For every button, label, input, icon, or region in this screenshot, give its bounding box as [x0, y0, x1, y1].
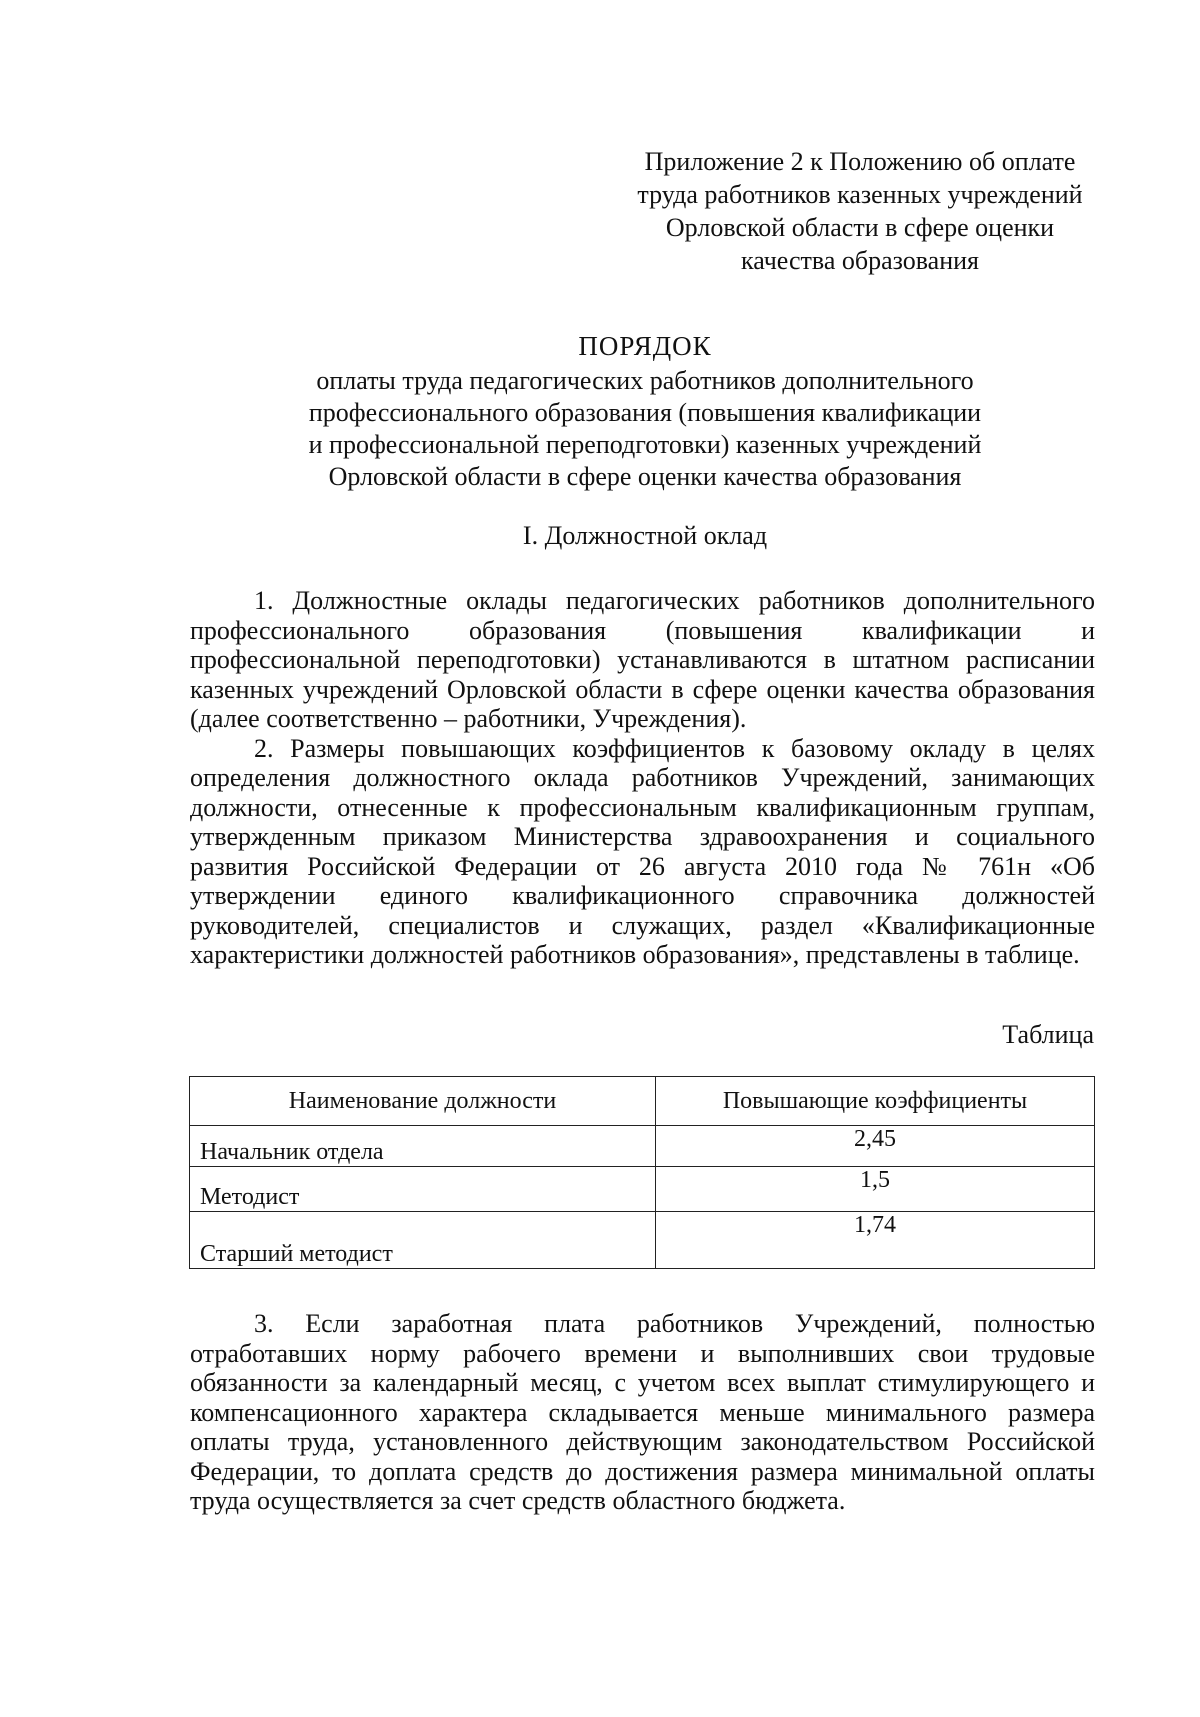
document-title: ПОРЯДОК [578, 331, 712, 361]
table-row [190, 1126, 1095, 1167]
coefficient-cell: 2,45 [656, 1126, 1095, 1167]
body-text-top [190, 586, 1095, 970]
paragraph-3: 3. Если заработная плата работников Учреждений, полностью отработавших норму рабочего времени и выполнивших свои трудовые обязанности за календарный месяц, с учетом всех выплат стимулирующего и компенсационного характера складывается меньше минимального размера оплаты труда, установленного действующим законодательством Российской Федерации, то доплата средств до достижения размера минимальной оплаты труда осуществляется за счет средств областного бюджета. [190, 1309, 1095, 1515]
appendix-note-line: Орловской области в сфере оценки [665, 213, 1055, 242]
document-subtitle [250, 365, 1040, 493]
appendix-note [610, 145, 1110, 277]
position-cell: Старший методист [190, 1212, 656, 1269]
section-heading: I. Должностной оклад [522, 521, 768, 550]
paragraph-2: 2. Размеры повышающих коэффициентов к базовому окладу в целях определения должностного оклада работников Учреждений, занимающих должности, отнесенные к профессиональным квалификационным группам, утвержденным приказом Министерства здравоохранения и социального развития Российской Федерации от 26 августа 2010 года № 761н «Об утверждении единого квалификационного справочника должностей руководителей, специалистов и служащих, раздел «Квалификационные характеристики должностей работников образования», представлены в таблице. [190, 733, 1095, 969]
table-row [190, 1212, 1095, 1269]
position-cell: Начальник отдела [190, 1126, 656, 1167]
table-caption: Таблица [1002, 1020, 1094, 1049]
body-text-bottom [190, 1309, 1095, 1516]
table-row [190, 1167, 1095, 1212]
appendix-note-line: качества образования [740, 246, 980, 275]
subtitle-line: оплаты труда педагогических работников дополнительного [316, 366, 974, 395]
coefficient-cell: 1,74 [656, 1212, 1095, 1269]
subtitle-line: профессионального образования (повышения квалификации [308, 398, 982, 427]
subtitle-line: и профессиональной переподготовки) казенных учреждений [308, 430, 982, 459]
coefficient-cell: 1,5 [656, 1167, 1095, 1212]
subtitle-line: Орловской области в сфере оценки качества образования [328, 462, 962, 491]
coefficients-table [189, 1076, 1095, 1269]
column-header-position: Наименование должности [190, 1077, 656, 1126]
column-header-coefficient: Повышающие коэффициенты [656, 1077, 1095, 1126]
paragraph-1: 1. Должностные оклады педагогических работников дополнительного профессионального образования (повышения квалификации и профессиональной переподготовки) устанавливаются в штатном расписании казенных учреждений Орловской области в сфере оценки качества образования (далее соответственно – работники, Учреждения). [190, 586, 1095, 733]
appendix-note-line: Приложение 2 к Положению об оплате [644, 147, 1076, 176]
table-header-row [190, 1077, 1095, 1126]
appendix-note-line: труда работников казенных учреждений [637, 180, 1083, 209]
position-cell: Методист [190, 1167, 656, 1212]
